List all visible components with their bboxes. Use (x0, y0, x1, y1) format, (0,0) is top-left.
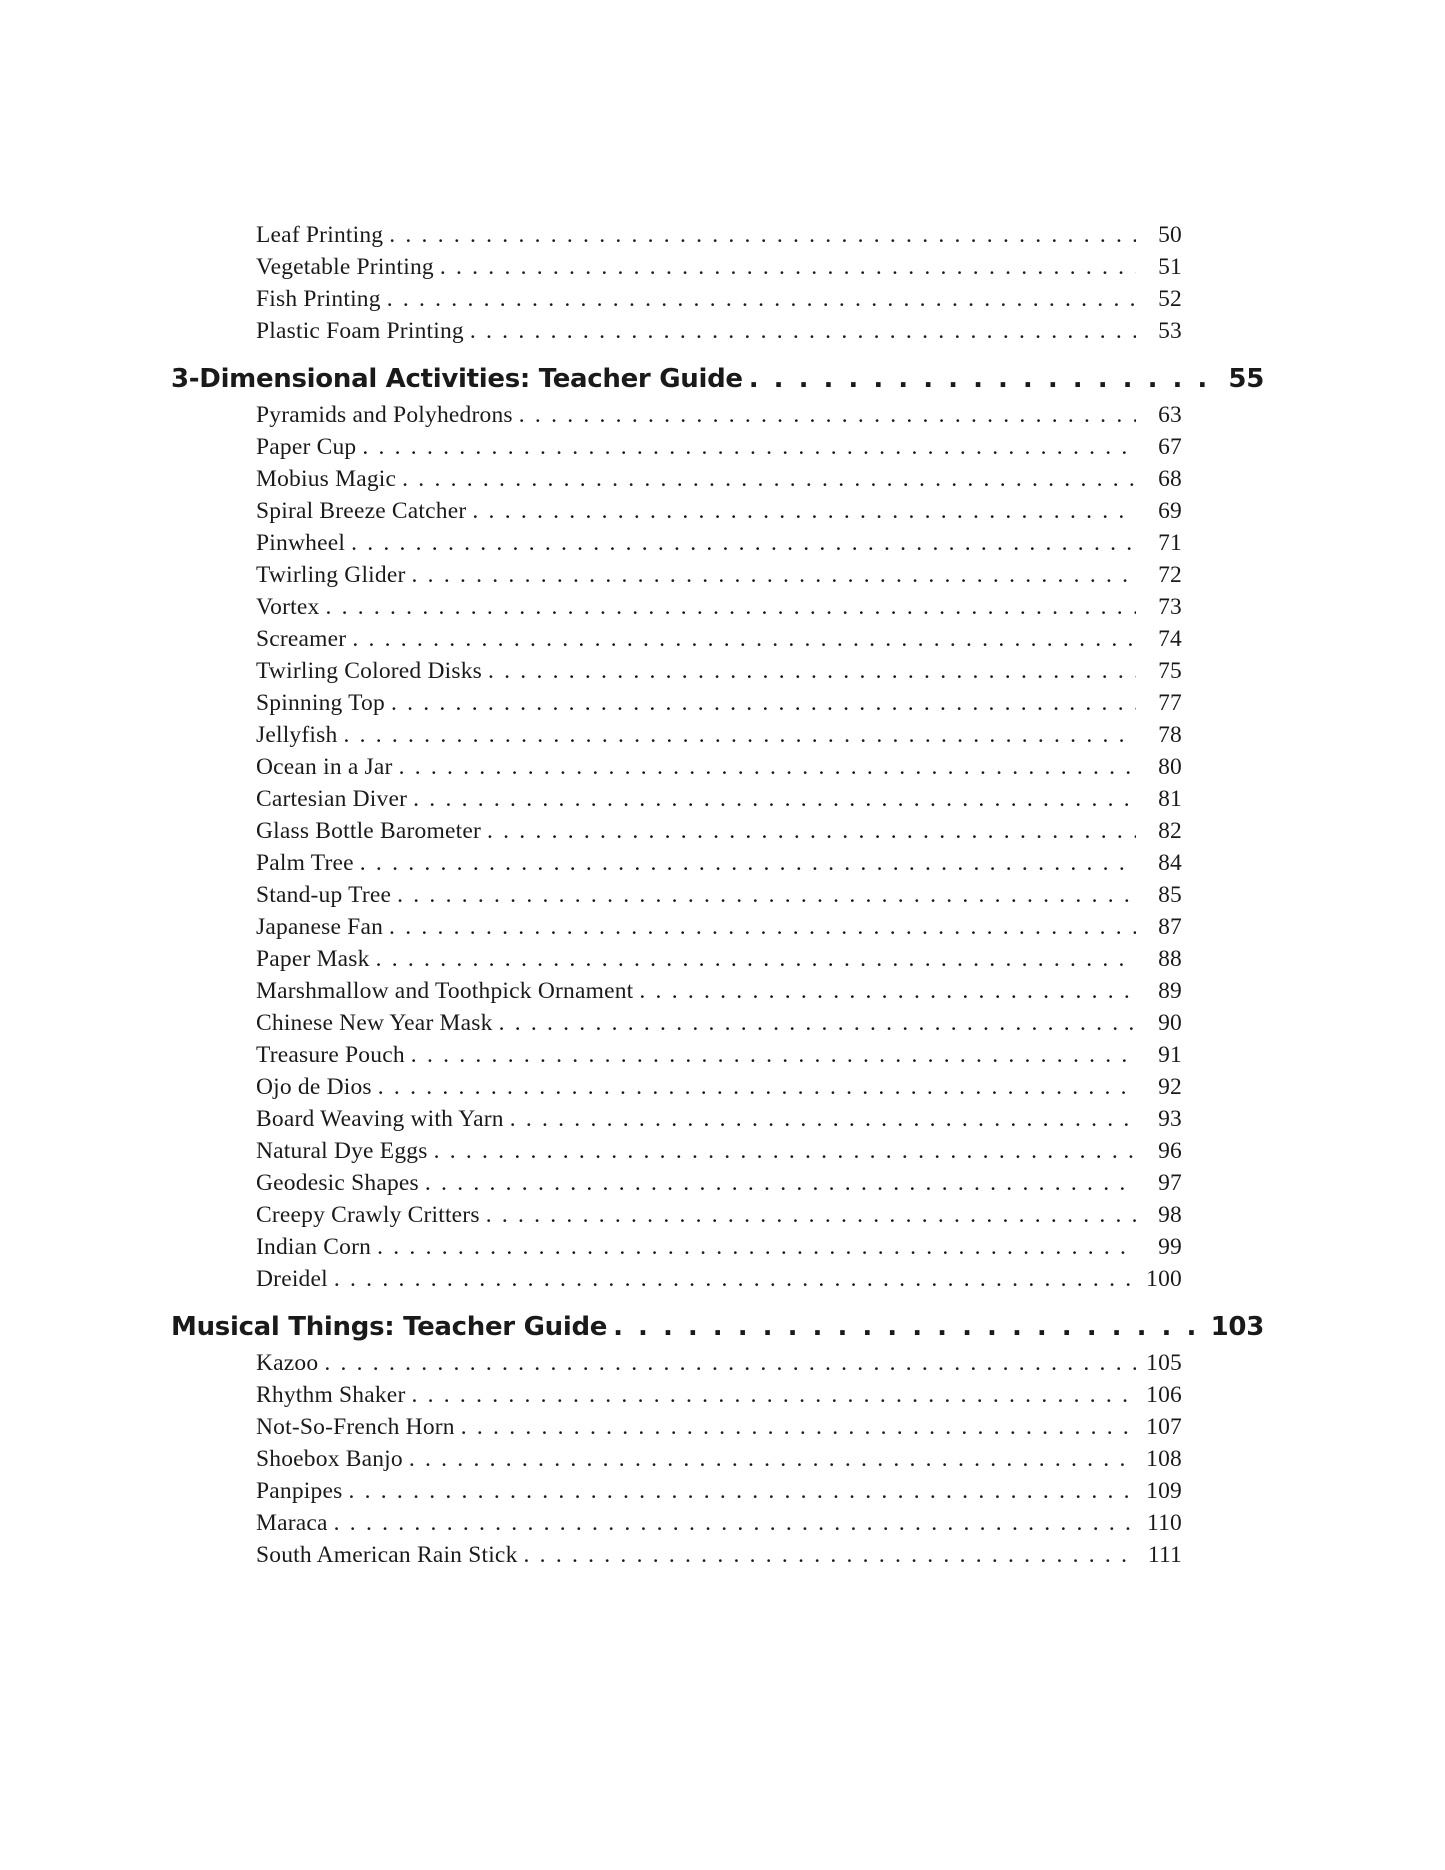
entry-title: Spiral Breeze Catcher (256, 498, 467, 524)
entry-title: Indian Corn (256, 1234, 372, 1260)
toc-entry (256, 655, 1182, 687)
entry-title: Chinese New Year Mask (256, 1010, 493, 1036)
dot-leader (351, 527, 1136, 559)
toc-entry (256, 719, 1182, 751)
page-number: 111 (1147, 1542, 1182, 1568)
toc-entry (256, 1199, 1182, 1231)
dot-leader (334, 1263, 1136, 1295)
entry-title: Cartesian Diver (256, 786, 408, 812)
toc-entry (256, 1039, 1182, 1071)
page-number: 68 (1158, 466, 1182, 492)
page-number: 73 (1158, 594, 1182, 620)
page-number: 103 (1210, 1312, 1264, 1342)
dot-leader (524, 1539, 1136, 1571)
toc-entry (256, 463, 1182, 495)
page-number: 63 (1158, 402, 1182, 428)
entry-title: Screamer (256, 626, 347, 652)
section-heading (171, 361, 1264, 397)
toc-entry (256, 1379, 1182, 1411)
toc-entry (256, 1071, 1182, 1103)
dot-leader (376, 943, 1136, 975)
dot-leader (397, 879, 1136, 911)
page-number: 106 (1146, 1382, 1182, 1408)
dot-leader (510, 1103, 1136, 1135)
toc-entry (256, 783, 1182, 815)
section-title: Musical Things: Teacher Guide (171, 1312, 608, 1342)
page-number: 109 (1146, 1478, 1182, 1504)
dot-leader (613, 1309, 1205, 1345)
toc-entry (256, 911, 1182, 943)
page-number: 82 (1158, 818, 1182, 844)
page-number: 87 (1158, 914, 1182, 940)
page-number: 55 (1228, 364, 1264, 394)
page-number: 88 (1158, 946, 1182, 972)
entry-title: Natural Dye Eggs (256, 1138, 428, 1164)
toc-entry (256, 1007, 1182, 1039)
dot-leader (324, 1347, 1136, 1379)
entry-title: Twirling Colored Disks (256, 658, 482, 684)
entry-title: Glass Bottle Barometer (256, 818, 481, 844)
entry-title: Vortex (256, 594, 320, 620)
page-number: 74 (1158, 626, 1182, 652)
toc-entry (256, 623, 1182, 655)
dot-leader (488, 655, 1136, 687)
toc-entry (256, 751, 1182, 783)
entry-title: Dreidel (256, 1266, 328, 1292)
entry-title: Creepy Crawly Critters (256, 1202, 480, 1228)
toc-entry (256, 559, 1182, 591)
dot-leader (402, 463, 1136, 495)
toc-entry (256, 1443, 1182, 1475)
toc-entry (256, 1263, 1182, 1295)
page-number: 108 (1146, 1446, 1182, 1472)
page-number: 89 (1158, 978, 1182, 1004)
toc-entry (256, 1347, 1182, 1379)
entry-title: Treasure Pouch (256, 1042, 405, 1068)
dot-leader (399, 751, 1136, 783)
toc-entry (256, 1507, 1182, 1539)
entry-title: Paper Mask (256, 946, 370, 972)
toc-entry (256, 1167, 1182, 1199)
page-number: 50 (1158, 222, 1182, 248)
page-number: 107 (1146, 1414, 1182, 1440)
dot-leader (499, 1007, 1136, 1039)
page-number: 85 (1158, 882, 1182, 908)
entry-title: Shoebox Banjo (256, 1446, 403, 1472)
page-number: 96 (1158, 1138, 1182, 1164)
entry-title: Palm Tree (256, 850, 354, 876)
toc-entry (256, 1231, 1182, 1263)
dot-leader (519, 399, 1136, 431)
page-number: 93 (1158, 1106, 1182, 1132)
page-number: 84 (1158, 850, 1182, 876)
entry-title: Ocean in a Jar (256, 754, 393, 780)
entry-title: Jellyfish (256, 722, 338, 748)
dot-leader (412, 559, 1136, 591)
dot-leader (434, 1135, 1136, 1167)
page-number: 52 (1158, 286, 1182, 312)
dot-leader (440, 251, 1136, 283)
entry-title: Stand-up Tree (256, 882, 392, 908)
dot-leader (325, 591, 1136, 623)
page-number: 53 (1158, 318, 1182, 344)
toc-entry (256, 687, 1182, 719)
dot-leader (461, 1411, 1136, 1443)
entry-title: Maraca (256, 1510, 328, 1536)
entry-title: Kazoo (256, 1350, 319, 1376)
dot-leader (377, 1231, 1136, 1263)
dot-leader (352, 623, 1136, 655)
toc-entry (256, 1539, 1182, 1571)
page-number: 80 (1158, 754, 1182, 780)
toc-entry (256, 283, 1182, 315)
page-number: 77 (1158, 690, 1182, 716)
entry-title: Not-So-French Horn (256, 1414, 455, 1440)
page-number: 98 (1158, 1202, 1182, 1228)
entry-title: Geodesic Shapes (256, 1170, 419, 1196)
dot-leader (749, 361, 1214, 397)
page-number: 91 (1158, 1042, 1182, 1068)
page-number: 51 (1158, 254, 1182, 280)
dot-leader (470, 315, 1136, 347)
page-number: 97 (1158, 1170, 1182, 1196)
section-heading (171, 1309, 1264, 1345)
dot-leader (391, 687, 1136, 719)
page-number: 78 (1158, 722, 1182, 748)
dot-leader (425, 1167, 1136, 1199)
entry-title: Ojo de Dios (256, 1074, 372, 1100)
page-number: 90 (1158, 1010, 1182, 1036)
page-number: 81 (1158, 786, 1182, 812)
entry-title: Leaf Printing (256, 222, 384, 248)
toc-entry (256, 847, 1182, 879)
page-number: 110 (1147, 1510, 1182, 1536)
dot-leader (472, 495, 1136, 527)
dot-leader (409, 1443, 1136, 1475)
page-number: 71 (1158, 530, 1182, 556)
dot-leader (487, 815, 1136, 847)
dot-leader (362, 431, 1136, 463)
page-number: 69 (1158, 498, 1182, 524)
page-number: 105 (1146, 1350, 1182, 1376)
entry-title: Pinwheel (256, 530, 346, 556)
entry-title: Fish Printing (256, 286, 381, 312)
dot-leader (486, 1199, 1136, 1231)
dot-leader (387, 283, 1136, 315)
page-number: 67 (1158, 434, 1182, 460)
entry-title: Pyramids and Polyhedrons (256, 402, 513, 428)
toc-entry (256, 879, 1182, 911)
entry-title: Rhythm Shaker (256, 1382, 406, 1408)
entry-title: South American Rain Stick (256, 1542, 518, 1568)
dot-leader (348, 1475, 1136, 1507)
entry-title: Japanese Fan (256, 914, 384, 940)
toc-entry (256, 1103, 1182, 1135)
entry-title: Vegetable Printing (256, 254, 434, 280)
dot-leader (334, 1507, 1136, 1539)
toc-entry (256, 315, 1182, 347)
toc-entry (256, 527, 1182, 559)
entry-title: Spinning Top (256, 690, 385, 716)
page-number: 92 (1158, 1074, 1182, 1100)
toc-entry (256, 1411, 1182, 1443)
dot-leader (411, 1039, 1136, 1071)
page-number: 75 (1158, 658, 1182, 684)
section-title: 3-Dimensional Activities: Teacher Guide (171, 364, 743, 394)
dot-leader (413, 783, 1136, 815)
toc-entry (256, 1135, 1182, 1167)
dot-leader (411, 1379, 1136, 1411)
toc-entry (256, 495, 1182, 527)
page-number: 72 (1158, 562, 1182, 588)
toc-entry (256, 975, 1182, 1007)
entry-title: Mobius Magic (256, 466, 397, 492)
toc-entry (256, 1475, 1182, 1507)
dot-leader (378, 1071, 1136, 1103)
toc-entry (256, 399, 1182, 431)
dot-leader (389, 219, 1136, 251)
dot-leader (343, 719, 1136, 751)
toc-entry (256, 251, 1182, 283)
toc-entry (256, 591, 1182, 623)
entry-title: Panpipes (256, 1478, 343, 1504)
dot-leader (639, 975, 1136, 1007)
entry-title: Paper Cup (256, 434, 357, 460)
entry-title: Plastic Foam Printing (256, 318, 464, 344)
page-number: 99 (1158, 1234, 1182, 1260)
toc-entry (256, 943, 1182, 975)
toc-entry (256, 431, 1182, 463)
dot-leader (389, 911, 1136, 943)
entry-title: Twirling Glider (256, 562, 406, 588)
entry-title: Board Weaving with Yarn (256, 1106, 504, 1132)
entry-title: Marshmallow and Toothpick Ornament (256, 978, 634, 1004)
toc-entry (256, 219, 1182, 251)
toc-entry (256, 815, 1182, 847)
dot-leader (360, 847, 1136, 879)
page-number: 100 (1146, 1266, 1182, 1292)
